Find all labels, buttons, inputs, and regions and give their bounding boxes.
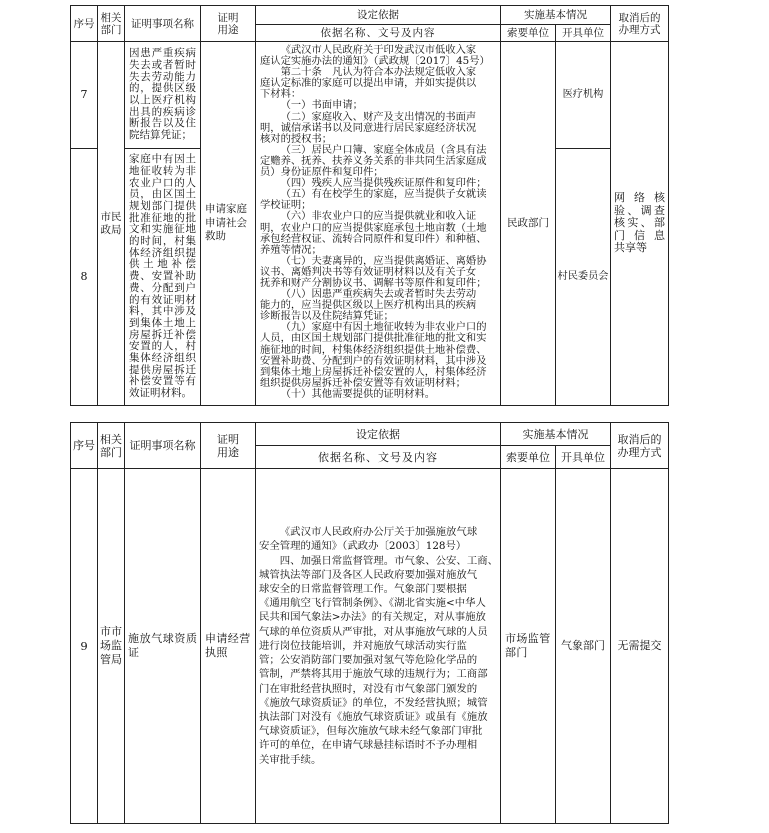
text-line: 证: [128, 646, 140, 659]
text-line: 地征收转为非: [129, 164, 196, 177]
header-purpose: [201, 6, 256, 42]
basis-paragraph: [260, 145, 497, 178]
text-line: 效证明材料。: [129, 387, 192, 400]
text-line: 规划部门提供: [129, 199, 196, 212]
text-line: 进行岗位技能培训，并对施放气球活动实行监: [259, 639, 467, 652]
text-line: 体经济组织提: [129, 246, 196, 259]
text-line: 明，农业户口的应当提供家庭承包土地亩数（土地: [260, 221, 487, 234]
header-dept: [98, 6, 125, 42]
text-line: 管；公安消防部门要加强对氢气等危险化学品的: [259, 654, 478, 667]
text-line: 气球资质证》，但每次施放气球未经气象部门审批: [259, 725, 483, 738]
text-line: 集体经济组织: [129, 352, 196, 365]
text-line: 到集体土地上房屋拆迁补偿安置的人，村集体经济: [260, 365, 487, 378]
basis-paragraph: [260, 389, 497, 400]
text-line: 以上医疗机构: [129, 94, 196, 106]
text-line: 员，由区国土: [129, 188, 196, 201]
text-line: （三）居民户口簿、家庭全体成员（含具有法: [280, 143, 487, 156]
row-item-name: [125, 469, 201, 824]
text-line: 料，其中涉及: [129, 305, 196, 318]
header-implementation: 实施基本情况: [501, 423, 611, 446]
text-line: 气球的单位资质从严审批，对从事施放气球的人员: [259, 625, 488, 638]
text-line: 共享等: [614, 241, 647, 255]
text-line: 断报告以及住: [129, 117, 196, 130]
text-line: 城管执法等部门及各区人民政府要加强对施放气: [259, 568, 478, 581]
table-row: [71, 469, 669, 824]
text-line: 供土地补偿: [129, 258, 196, 271]
text-line: 门在审批经营执照时，对没有市气象部门颁发的: [259, 682, 478, 695]
row-purpose: [201, 469, 256, 824]
text-line: （七）夫妻离异的，应当提供离婚证、离婚协: [280, 254, 487, 267]
text-line: 因患严重疾病: [129, 47, 196, 60]
header-after-cancel: [611, 6, 669, 42]
text-line: 明，诚信承诺书以及同意进行居民家庭经济状况: [260, 121, 477, 134]
header-issuer: 开具单位: [556, 446, 611, 469]
row-dept: [98, 469, 125, 824]
text-line: 市市: [100, 625, 122, 638]
basis-paragraph: [260, 112, 497, 145]
basis-paragraph: [260, 100, 497, 111]
text-line: （十）其他需要提供的证明材料。: [280, 387, 436, 400]
text-line: 抚养和财产分割协议书、调解书等原件和复印件；: [260, 276, 487, 289]
text-line: 市场监管: [505, 632, 551, 645]
text-line: 施放气球资质: [128, 632, 198, 645]
basis-paragraph: [260, 189, 497, 211]
text-line: 补偿安置等有: [129, 375, 196, 388]
basis-paragraph: [260, 45, 497, 67]
text-line: 办理方式: [618, 23, 661, 36]
text-line: 网络核: [614, 191, 665, 205]
text-line: 用途: [217, 23, 239, 36]
basis-paragraph: [259, 525, 499, 553]
text-line: 《通用航空飞行管制条例》、《湖北省实施<中华人: [259, 597, 486, 610]
text-line: （一）书面申请；: [280, 99, 363, 112]
text-line: 取消后的: [617, 432, 662, 446]
text-line: 核对的授权书；: [260, 132, 333, 145]
text-line: 执法部门对没有《施放气球资质证》或虽有《施放: [259, 710, 488, 723]
text-line: 场监: [100, 639, 122, 652]
text-line: 取消后的: [618, 11, 661, 24]
row-after-cancel: [611, 42, 669, 406]
basis-paragraph: [260, 67, 497, 100]
text-line: （九）家庭中有因土地征收转为非农业户口的: [280, 321, 487, 334]
text-line: 第二十条 凡认为符合本办法规定低收入家: [280, 66, 477, 79]
text-line: 民共和国气象法>办法》的有关规定，对从事施放: [259, 611, 486, 624]
text-line: 相关: [100, 432, 122, 446]
text-line: 用途: [217, 445, 239, 459]
row-dept: [98, 42, 125, 406]
text-line: 失去或者暂时: [129, 58, 196, 71]
text-line: （五）有在校学生的家庭，应当提供子女就读: [280, 188, 487, 201]
text-line: 安全管理的通知》（武政办〔2003〕128号）: [259, 540, 467, 553]
text-line: 执照: [205, 646, 228, 659]
text-line: 《施放气球资质证》的单位，不发经营执照；城管: [259, 696, 488, 709]
row-purpose: [201, 42, 256, 406]
text-line: 养殖等情况；: [260, 243, 322, 256]
text-line: 部门: [505, 646, 528, 659]
header-seq: 序号: [71, 423, 98, 469]
text-line: 院结算凭证；: [129, 129, 192, 142]
text-line: 承包经营权证、流转合同原件和复印件）和种植、: [260, 232, 487, 245]
text-line: 申请家庭: [205, 203, 247, 216]
text-line: 文和实施征地: [129, 223, 196, 236]
text-line: 核实、部: [614, 216, 665, 230]
text-line: 到集体土地上: [129, 316, 196, 329]
basis-paragraph: [259, 554, 499, 767]
text-line: 下材料：: [260, 88, 302, 101]
row-legal-basis: [256, 469, 501, 824]
text-line: 政局: [100, 223, 122, 236]
text-line: 学校证明；: [260, 199, 312, 212]
text-line: 议书、离婚判决书等有效证明材料以及有关子女: [260, 265, 477, 278]
row-seq: 8: [71, 149, 98, 406]
text-line: 许可的单位，在申请气球悬挂标语时不予办理相: [259, 739, 478, 752]
row-seq: 9: [71, 469, 98, 824]
header-requester: 索要单位: [501, 446, 556, 469]
text-line: 安置补助费、分配到户的有效证明材料，其中涉及: [260, 354, 487, 367]
text-line: 定赡养、抚养、扶养义务关系的非共同生活家庭成: [260, 154, 487, 167]
header-requester: 索要单位: [501, 25, 556, 42]
text-line: 证明: [217, 432, 239, 446]
certificate-table-1: [70, 5, 669, 406]
text-line: 关审批手续。: [259, 753, 322, 766]
row-issuer: 医疗机构: [556, 42, 611, 149]
text-line: 施征地的时间，村集体经济组织提供土地补偿费、: [260, 343, 487, 356]
text-line: 救助: [205, 230, 226, 243]
text-line: 验、调查: [614, 203, 665, 217]
text-line: （八）因患严重疾病失去或者暂时失去劳动: [280, 288, 477, 301]
text-line: 部门: [100, 23, 122, 36]
text-line: 农业户口的人: [129, 176, 196, 189]
text-line: 部门: [100, 445, 122, 459]
text-line: 组织提供房屋拆迁补偿安置等有效证明材料；: [260, 376, 466, 389]
text-line: 球安全的日常监督管理工作。气象部门要根据: [259, 583, 467, 596]
text-line: 费、分配到户: [129, 281, 196, 294]
row-requester: [501, 469, 556, 824]
text-line: 人员，由区国土规划部门提供批准征地的批文和实: [260, 332, 487, 345]
header-item: 证明事项名称: [125, 423, 201, 469]
text-line: 庭认定标准的家庭可以提出申请，并如实提供以: [260, 77, 477, 90]
header-purpose: [201, 423, 256, 469]
text-line: 诊断报告以及住院结算凭证；: [260, 310, 394, 323]
basis-paragraph: [260, 322, 497, 389]
header-dept: [98, 423, 125, 469]
row-issuer: 村民委员会: [556, 149, 611, 406]
text-line: （二）家庭收入、财产及支出情况的书面声: [280, 110, 477, 123]
header-basis: 设定依据: [256, 6, 501, 25]
row-after-cancel: 无需提交: [611, 469, 669, 824]
basis-paragraph: [260, 211, 497, 255]
row-requester: 民政部门: [501, 42, 556, 406]
text-line: 能力的，应当提供区级以上医疗机构出具的疾病: [260, 299, 477, 312]
text-line: 的有效证明材: [129, 293, 196, 306]
text-line: 庭认定实施办法的通知》（武政规〔2017〕45号）: [260, 55, 490, 68]
header-after-cancel: [611, 423, 669, 469]
certificate-table-2: [70, 422, 669, 824]
header-basis: 设定依据: [256, 423, 501, 446]
table-row: [71, 42, 669, 149]
row-item-name: [125, 42, 201, 149]
text-line: 办理方式: [617, 445, 662, 459]
text-line: 提供房屋拆迁: [129, 363, 196, 376]
text-line: 四、加强日常监督管理。市气象、公安、工商、: [279, 554, 498, 567]
text-line: 员）身份证原件和复印件；: [260, 166, 384, 179]
text-line: 市民: [100, 211, 122, 223]
row-issuer: 气象部门: [556, 469, 611, 824]
header-item: 证明事项名称: [125, 6, 201, 42]
text-line: 的时间，村集: [129, 235, 196, 248]
text-line: 批准征地的批: [129, 211, 196, 224]
row-item-name: [125, 149, 201, 406]
header-row: [71, 423, 669, 446]
text-line: 家庭中有因土: [129, 153, 196, 166]
row-seq: 7: [71, 42, 98, 149]
text-line: 门信息: [614, 228, 665, 242]
text-line: 《武汉市人民政府关于印发武汉市低收入家: [280, 44, 477, 56]
text-line: 相关: [100, 11, 122, 24]
text-line: 费、安置补助: [129, 270, 196, 283]
header-seq: 序号: [71, 6, 98, 42]
basis-paragraph: [260, 256, 497, 289]
header-basis-sub: 依据名称、文号及内容: [256, 446, 501, 469]
text-line: 申请经营: [205, 632, 251, 645]
header-implementation: 实施基本情况: [501, 6, 611, 25]
text-line: 出具的疾病诊: [129, 105, 196, 118]
basis-paragraph: [260, 289, 497, 322]
text-line: （六）非农业户口的应当提供就业和收入证: [280, 210, 477, 223]
text-line: （四）残疾人应当提供残疾证原件和复印件；: [280, 177, 487, 190]
text-line: 失去劳动能力: [129, 70, 196, 83]
header-basis-sub: 依据名称、文号及内容: [256, 25, 501, 42]
header-row: [71, 6, 669, 25]
header-issuer: 开具单位: [556, 25, 611, 42]
row-legal-basis: [256, 42, 501, 406]
text-line: 《武汉市人民政府办公厅关于加强施放气球: [279, 526, 478, 539]
text-line: 证明: [217, 11, 239, 24]
text-line: 的，提供区级: [129, 82, 196, 95]
text-line: 安置的人，村: [129, 340, 196, 353]
text-line: 管局: [100, 653, 122, 666]
text-line: 管制，严禁将其用于施放气球的违规行为；工商部: [259, 668, 488, 681]
text-line: 房屋拆迁补偿: [129, 328, 196, 341]
text-line: 申请社会: [205, 216, 247, 229]
